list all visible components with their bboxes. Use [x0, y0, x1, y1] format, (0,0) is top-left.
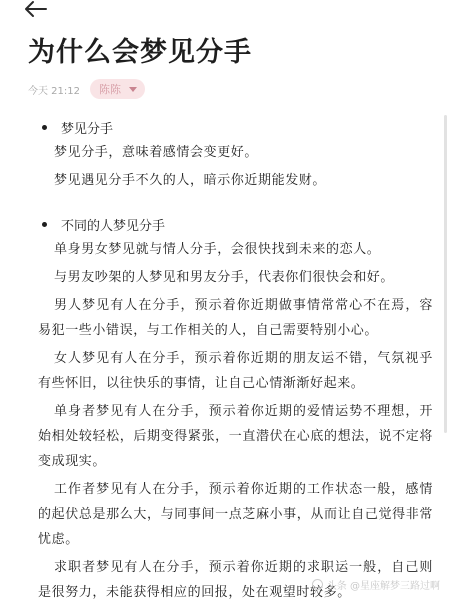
paragraph: 与男友吵架的人梦见和男友分手，代表你们很快会和好。: [54, 270, 395, 285]
article-body: [38, 116, 433, 600]
article-meta: [28, 78, 145, 100]
author-tag[interactable]: [90, 79, 145, 99]
watermark: [312, 577, 440, 592]
paragraph: 女人梦见有人在分手，预示着你近期的朋友运不错，气氛视乎有些怀旧，以往快乐的事情，让自己心情渐渐好起来。: [38, 351, 433, 391]
section-title: 梦见分手: [61, 121, 114, 137]
watermark-text: 头条 @星座解梦三路过啊: [326, 581, 440, 592]
section-title: 不同的人梦见分手: [61, 218, 166, 234]
caret-down-icon: [129, 87, 137, 92]
section-heading: [38, 213, 433, 235]
bullet-icon: [42, 125, 47, 130]
arrow-left-icon: [22, 0, 48, 18]
paragraph: 单身者梦见有人在分手，预示着你近期的爱情运势不理想，开始相处较轻松，后期变得紧张，一直潜伏在心底的想法，说不定将变成现实。: [38, 404, 433, 469]
paragraph: 梦见遇见分手不久的人，暗示你近期能发财。: [54, 173, 327, 188]
publish-time: 今天 21:12: [28, 85, 80, 97]
author-name: 陈陈: [99, 83, 121, 96]
article-title: 为什么会梦见分手: [28, 37, 252, 68]
paragraph: 梦见分手，意味着感情会变更好。: [54, 145, 259, 160]
paragraph: 工作者梦见有人在分手，预示着你近期的工作状态一般，感情的起伏总是那么大，与同事间一点芝麻小事，从而让自己觉得非常忧虑。: [38, 482, 433, 547]
paragraph: 求职者梦见有人在分手，预示着你近期的求职运一般，自己则是很努力，未能获得相应的回报，处在观望时较多。: [38, 560, 433, 600]
paragraph: 单身男女梦见就与情人分手，会很快找到未来的恋人。: [54, 242, 381, 257]
bullet-icon: [42, 222, 47, 227]
scrollbar[interactable]: [444, 115, 447, 433]
section-different-people: [38, 213, 433, 600]
section-dream-breakup: [38, 116, 433, 193]
section-heading: [38, 116, 433, 138]
paragraph: 男人梦见有人在分手，预示着你近期做事情常常心不在焉，容易犯一些小错误，与工作相关的人，自己需要特别小心。: [38, 298, 433, 338]
watermark-logo-icon: [312, 579, 323, 590]
back-button[interactable]: [22, 0, 48, 18]
